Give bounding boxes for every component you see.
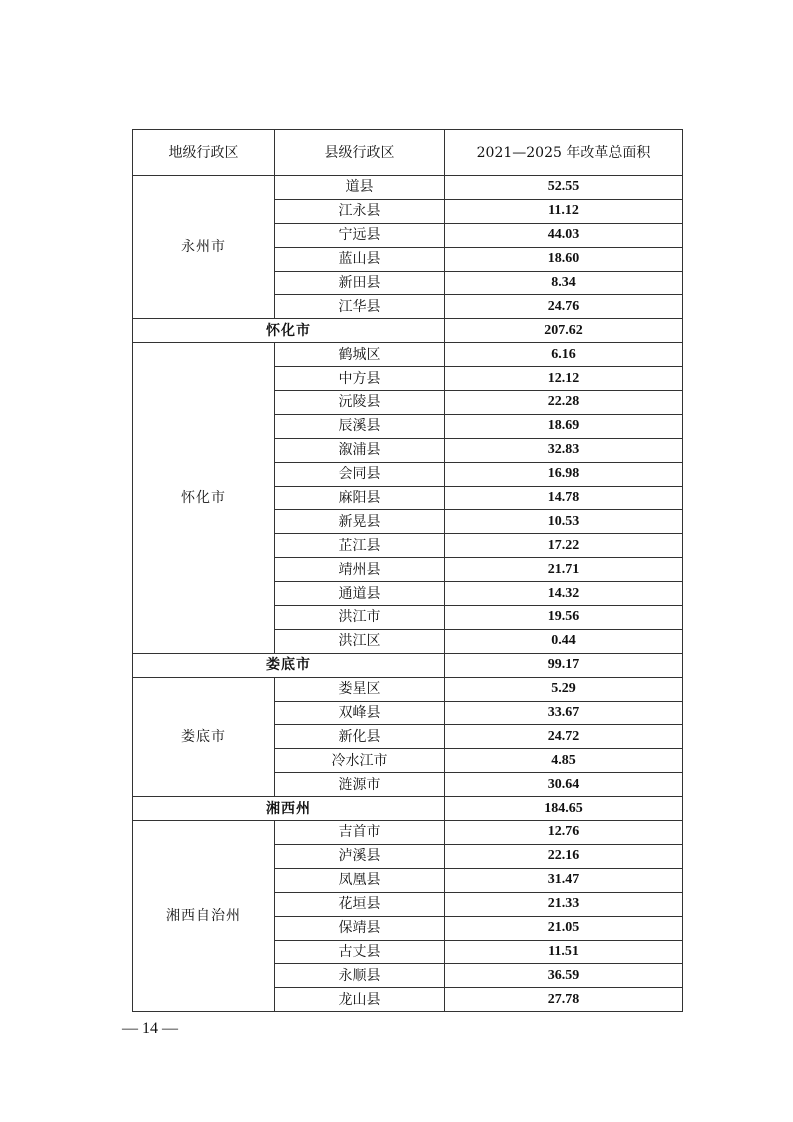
county-cell: 古丈县: [275, 940, 445, 964]
area-value-cell: 5.29: [445, 677, 683, 701]
area-value-cell: 11.12: [445, 199, 683, 223]
county-cell: 洪江市: [275, 606, 445, 630]
county-cell: 江华县: [275, 295, 445, 319]
county-cell: 蓝山县: [275, 247, 445, 271]
area-value-cell: 11.51: [445, 940, 683, 964]
header-row: [133, 130, 683, 176]
county-cell: 会同县: [275, 462, 445, 486]
county-cell: 芷江县: [275, 534, 445, 558]
area-value-cell: 30.64: [445, 773, 683, 797]
table-row: [133, 176, 683, 200]
area-value-cell: 21.05: [445, 916, 683, 940]
summary-name: 怀化市: [133, 319, 445, 343]
county-cell: 娄星区: [275, 677, 445, 701]
county-cell: 道县: [275, 176, 445, 200]
area-value-cell: 32.83: [445, 438, 683, 462]
area-value-cell: 44.03: [445, 223, 683, 247]
summary-row: [133, 797, 683, 821]
prefecture-cell: 娄底市: [133, 677, 275, 796]
area-value-cell: 27.78: [445, 988, 683, 1012]
page-number: — 14 —: [122, 1020, 178, 1037]
table-row: [133, 821, 683, 845]
county-cell: 冷水江市: [275, 749, 445, 773]
summary-value: 184.65: [445, 797, 683, 821]
area-value-cell: 6.16: [445, 343, 683, 367]
area-value-cell: 24.76: [445, 295, 683, 319]
area-value-cell: 14.32: [445, 582, 683, 606]
area-value-cell: 31.47: [445, 868, 683, 892]
county-cell: 靖州县: [275, 558, 445, 582]
prefecture-cell: 湘西自治州: [133, 821, 275, 1012]
area-value-cell: 52.55: [445, 176, 683, 200]
county-cell: 新化县: [275, 725, 445, 749]
area-value-cell: 12.12: [445, 367, 683, 391]
header-prefecture: 地级行政区: [133, 130, 275, 176]
area-value-cell: 10.53: [445, 510, 683, 534]
summary-row: [133, 319, 683, 343]
county-cell: 宁远县: [275, 223, 445, 247]
county-cell: 通道县: [275, 582, 445, 606]
area-value-cell: 21.33: [445, 892, 683, 916]
area-value-cell: 8.34: [445, 271, 683, 295]
county-cell: 江永县: [275, 199, 445, 223]
county-cell: 花垣县: [275, 892, 445, 916]
county-cell: 新晃县: [275, 510, 445, 534]
area-value-cell: 12.76: [445, 821, 683, 845]
table-body: [133, 176, 683, 1012]
county-cell: 凤凰县: [275, 868, 445, 892]
area-value-cell: 19.56: [445, 606, 683, 630]
area-value-cell: 17.22: [445, 534, 683, 558]
summary-value: 99.17: [445, 653, 683, 677]
area-value-cell: 24.72: [445, 725, 683, 749]
area-value-cell: 16.98: [445, 462, 683, 486]
county-cell: 新田县: [275, 271, 445, 295]
county-cell: 麻阳县: [275, 486, 445, 510]
county-cell: 洪江区: [275, 629, 445, 653]
county-cell: 溆浦县: [275, 438, 445, 462]
summary-name: 湘西州: [133, 797, 445, 821]
area-value-cell: 22.16: [445, 844, 683, 868]
area-value-cell: 14.78: [445, 486, 683, 510]
county-cell: 双峰县: [275, 701, 445, 725]
area-value-cell: 36.59: [445, 964, 683, 988]
summary-name: 娄底市: [133, 653, 445, 677]
area-value-cell: 18.60: [445, 247, 683, 271]
county-cell: 涟源市: [275, 773, 445, 797]
table-row: [133, 343, 683, 367]
county-cell: 吉首市: [275, 821, 445, 845]
area-value-cell: 21.71: [445, 558, 683, 582]
prefecture-cell: 永州市: [133, 176, 275, 319]
county-cell: 永顺县: [275, 964, 445, 988]
county-cell: 鹤城区: [275, 343, 445, 367]
table-row: [133, 677, 683, 701]
county-cell: 中方县: [275, 367, 445, 391]
header-county: 县级行政区: [275, 130, 445, 176]
county-cell: 沅陵县: [275, 391, 445, 415]
area-value-cell: 0.44: [445, 629, 683, 653]
area-value-cell: 18.69: [445, 414, 683, 438]
county-cell: 龙山县: [275, 988, 445, 1012]
summary-value: 207.62: [445, 319, 683, 343]
prefecture-cell: 怀化市: [133, 343, 275, 654]
county-cell: 辰溪县: [275, 414, 445, 438]
area-value-cell: 4.85: [445, 749, 683, 773]
data-table: [132, 129, 683, 1012]
header-area: 2021—2025 年改革总面积: [445, 130, 683, 176]
county-cell: 保靖县: [275, 916, 445, 940]
summary-row: [133, 653, 683, 677]
area-value-cell: 22.28: [445, 391, 683, 415]
area-value-cell: 33.67: [445, 701, 683, 725]
county-cell: 泸溪县: [275, 844, 445, 868]
